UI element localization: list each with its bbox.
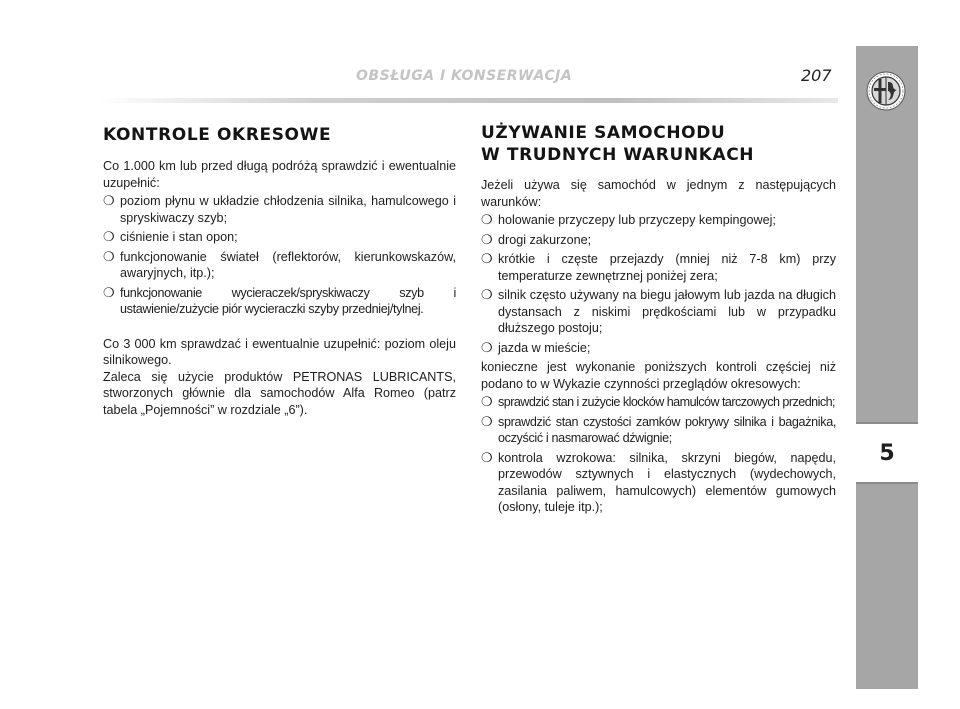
list-item: ❍ silnik często używany na biegu jałowym lub jazda na długich dystansach z niskimi prędkościami lub w przypadku dłuższego postoju;	[481, 287, 836, 335]
periodic-checks-section	[103, 124, 456, 418]
check-list	[103, 193, 456, 318]
middle-text: konieczne jest wykonanie poniższych kontroli częściej niż podano to w Wykazie czynności przeglądów okresowych:	[481, 360, 836, 391]
page-number: 207	[801, 66, 832, 85]
checks-list	[481, 394, 836, 516]
section-heading: KONTROLE OKRESOWE	[103, 125, 332, 145]
list-item: ❍ krótkie i częste przejazdy (mniej niż 7-8 km) przy temperaturze zewnętrznej poniżej zera;	[481, 251, 836, 283]
chapter-number: 5	[856, 422, 918, 484]
bullet-icon: ❍	[103, 229, 115, 244]
bullet-icon: ❍	[481, 251, 493, 266]
bullet-icon: ❍	[103, 248, 115, 264]
bullet-icon: ❍	[481, 394, 493, 409]
oil-check-text: Co 3 000 km sprawdzać i ewentualnie uzupełnić: poziom oleju silnikowego.	[103, 336, 456, 367]
bullet-icon: ❍	[103, 193, 115, 208]
bullet-icon: ❍	[481, 212, 493, 227]
chapter-side-tab	[856, 46, 918, 689]
list-item: ❍ sprawdzić stan czystości zamków pokrywy silnika i bagażnika, oczyścić i nasmarować dźwignie;	[481, 413, 836, 445]
conditions-list	[481, 212, 836, 356]
list-item: ❍ jazda w mieście;	[481, 339, 591, 355]
severe-conditions-section	[481, 122, 836, 519]
recommendation-text: Zaleca się użycie produktów PETRONAS LUBRICANTS, stworzonych głównie dla samochodów Alfa Romeo (patrz tabela „Pojemności” w rozdziale „6”).	[103, 369, 456, 417]
list-item: ❍ sprawdzić stan i zużycie klocków hamulców tarczowych przednich;	[481, 394, 836, 409]
list-item: ❍ kontrola wzrokowa: silnika, skrzyni biegów, napędu, przewodów sztywnych i elastycznych (wydechowych, zasilania paliwem, hamulcowych) elementów gumowych (osłony, tuleje itp.);	[481, 449, 836, 514]
section-heading: UŻYWANIE SAMOCHODU W TRUDNYCH WARUNKACH	[481, 123, 755, 165]
alfa-romeo-badge-icon	[866, 71, 906, 111]
list-item: ❍ funkcjonowanie wycieraczek/spryskiwaczy szyb i ustawienie/zużycie piór wycieraczki szyby przedniej/tylnej.	[103, 284, 456, 316]
bullet-icon: ❍	[481, 287, 493, 302]
list-item: ❍ holowanie przyczepy lub przyczepy kempingowej;	[481, 212, 776, 227]
list-item: ❍ ciśnienie i stan opon;	[103, 229, 238, 244]
intro-text: Jeżeli używa się samochód w jednym z następujących warunków:	[481, 178, 836, 209]
bullet-icon: ❍	[481, 413, 493, 429]
header-divider	[98, 98, 838, 103]
intro-text: Co 1.000 km lub przed długą podróżą sprawdzić i ewentualnie uzupełnić:	[103, 159, 456, 190]
bullet-icon: ❍	[103, 284, 115, 300]
bullet-icon: ❍	[481, 231, 493, 247]
bullet-icon: ❍	[481, 449, 493, 465]
list-item: ❍ drogi zakurzone;	[481, 231, 592, 247]
bullet-icon: ❍	[481, 339, 493, 355]
list-item: ❍ poziom płynu w układzie chłodzenia silnika, hamulcowego i spryskiwaczy szyb;	[103, 193, 456, 225]
list-item: ❍ funkcjonowanie świateł (reflektorów, kierunkowskazów, awaryjnych, itp.);	[103, 248, 456, 280]
section-title: OBSŁUGA I KONSERWACJA	[356, 68, 573, 84]
